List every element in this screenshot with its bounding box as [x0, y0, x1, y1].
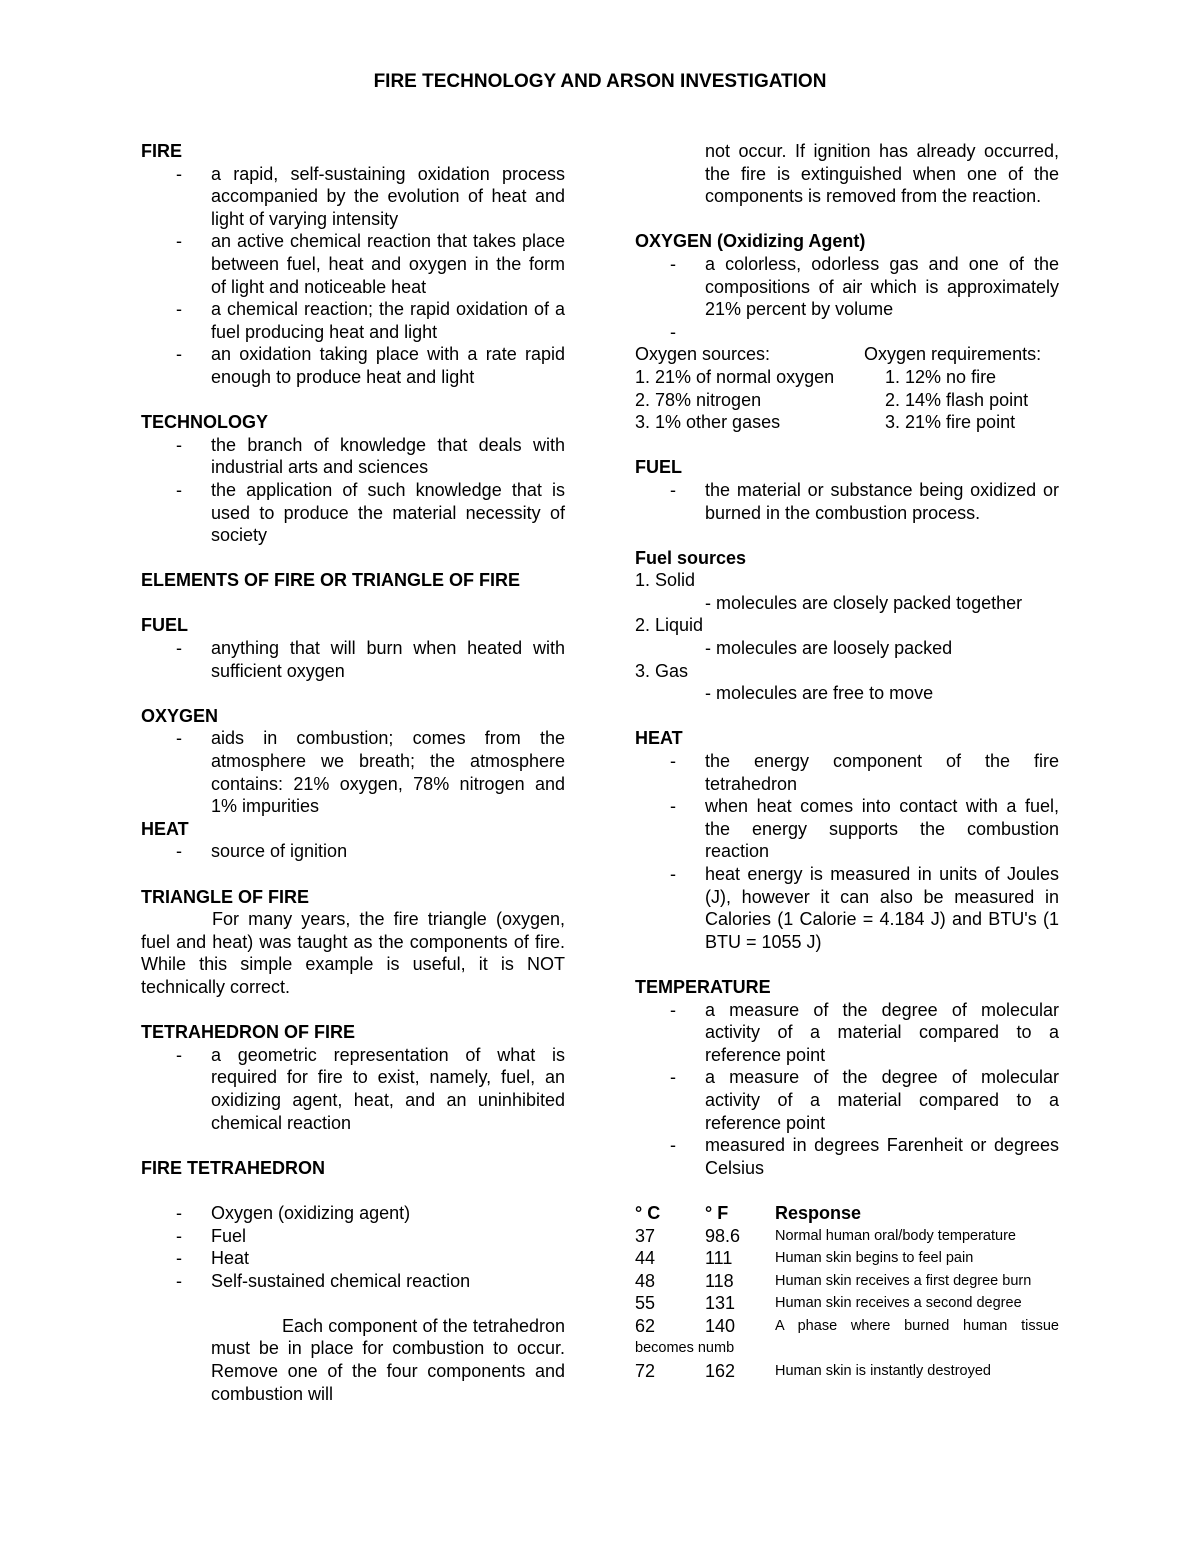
tetrahedron-definitions	[141, 1044, 565, 1134]
left-column	[141, 140, 565, 1405]
cell-celsius: 62	[635, 1315, 656, 1336]
section-heading-fire-tetrahedron: FIRE TETRAHEDRON	[141, 1157, 325, 1178]
list-item: - an active chemical reaction that takes place between fuel, heat and oxygen in the form of light and noticeable heat	[141, 230, 565, 298]
fuel-source-item	[635, 614, 1059, 659]
section-heading-elements: ELEMENTS OF FIRE OR TRIANGLE OF FIRE	[141, 570, 521, 591]
cell-celsius: 44	[635, 1248, 656, 1269]
section-heading-oxygen: OXYGEN	[141, 705, 219, 726]
fuel-source-item	[635, 569, 1059, 614]
section-heading-triangle: TRIANGLE OF FIRE	[141, 886, 309, 907]
fuel-source-name: 2. Liquid	[635, 615, 704, 636]
cell-response: Normal human oral/body temperature	[775, 1227, 1016, 1244]
cell-response: Human skin receives a first degree burn	[775, 1272, 1032, 1289]
continuation-paragraph: not occur. If ignition has already occurred, the fire is extinguished when one of the components is removed from the reaction.	[705, 141, 1059, 207]
triangle-paragraph: For many years, the fire triangle (oxygen, fuel and heat) was taught as the components of fire. While this simple example is useful, it is NOT technically correct.	[141, 909, 565, 997]
section-heading-fuel-sources: Fuel sources	[635, 547, 747, 568]
cell-response: Human skin is instantly destroyed	[775, 1363, 991, 1380]
table-row	[635, 1247, 1059, 1270]
list-item: - source of ignition	[141, 840, 565, 863]
list-item: - a geometric representation of what is required for fire to exist, namely, fuel, an oxidizing agent, heat, and an uninhibited chemical reaction	[141, 1044, 565, 1134]
list-item: - the application of such knowledge that is used to produce the material necessity of society	[141, 479, 565, 547]
section-heading-oxygen-agent: OXYGEN (Oxidizing Agent)	[635, 231, 866, 252]
heat-right-definitions	[635, 750, 1059, 953]
list-item: - measured in degrees Farenheit or degrees Celsius	[635, 1134, 1059, 1179]
list-item: 3. 21% fire point	[885, 412, 1016, 433]
cell-fahrenheit: 98.6	[705, 1225, 741, 1246]
cell-response-wrap: becomes numb	[635, 1340, 735, 1357]
table-row	[635, 1225, 1059, 1248]
list-item: - heat energy is measured in units of Joules (J), however it can also be measured in Calories (1 Calorie = 4.184 J) and BTU's (1 BTU = 1055 J)	[635, 863, 1059, 953]
tetrahedron-components	[141, 1202, 565, 1292]
cell-response: A phase where burned human tissue	[775, 1317, 1059, 1334]
cell-celsius: 48	[635, 1270, 656, 1291]
column-header-response: Response	[775, 1202, 862, 1223]
section-heading-tetrahedron: TETRAHEDRON OF FIRE	[141, 1022, 355, 1043]
list-item	[635, 321, 1059, 344]
list-item: 3. 1% other gases	[635, 412, 781, 433]
section-heading-fuel-right: FUEL	[635, 457, 682, 478]
section-heading-heat: HEAT	[141, 818, 189, 839]
list-item: - an oxidation taking place with a rate rapid enough to produce heat and light	[141, 343, 565, 388]
fuel-source-desc: - molecules are free to move	[705, 683, 934, 704]
fuel-source-name: 1. Solid	[635, 570, 696, 591]
list-item: - aids in combustion; comes from the atmosphere we breath; the atmosphere contains: 21% oxygen, 78% nitrogen and 1% impurities	[141, 727, 565, 817]
section-heading-fire: FIRE	[141, 141, 183, 161]
list-item: - a rapid, self-sustaining oxidation process accompanied by the evolution of heat and light of varying intensity	[141, 163, 565, 231]
section-heading-fuel: FUEL	[141, 615, 188, 636]
table-row	[635, 1292, 1059, 1315]
list-item: - Fuel	[141, 1225, 565, 1248]
fuel-source-desc: - molecules are closely packed together	[705, 592, 1023, 613]
fuel-definitions	[141, 637, 565, 682]
list-item: - a colorless, odorless gas and one of the compositions of air which is approximately 21% percent by volume	[635, 253, 1059, 321]
list-item: - a chemical reaction; the rapid oxidation of a fuel producing heat and light	[141, 298, 565, 343]
temperature-definitions	[635, 999, 1059, 1180]
cell-fahrenheit: 131	[705, 1293, 736, 1314]
oxygen-requirements-label: Oxygen requirements:	[864, 344, 1042, 365]
cell-fahrenheit: 140	[705, 1315, 736, 1336]
list-item: - Self-sustained chemical reaction	[141, 1270, 565, 1293]
oxygen-sources	[635, 343, 864, 433]
oxygen-sources-label: Oxygen sources:	[635, 344, 771, 365]
list-item: - a measure of the degree of molecular activity of a material compared to a reference point	[635, 999, 1059, 1067]
list-item: - the energy component of the fire tetrahedron	[635, 750, 1059, 795]
section-heading-temperature: TEMPERATURE	[635, 976, 771, 997]
table-header-row	[635, 1202, 1059, 1225]
fuel-source-desc: - molecules are loosely packed	[705, 638, 953, 659]
oxygen-definitions	[141, 727, 565, 817]
table-row	[635, 1315, 1059, 1338]
list-item: - Oxygen (oxidizing agent)	[141, 1202, 565, 1225]
tetrahedron-paragraph: Each component of the tetrahedron must be in place for combustion to occur. Remove one of the four components and combustion will	[211, 1315, 565, 1404]
cell-fahrenheit: 118	[705, 1270, 734, 1291]
cell-celsius: 55	[635, 1293, 656, 1314]
section-heading-technology: TECHNOLOGY	[141, 412, 269, 433]
table-row	[635, 1360, 1059, 1383]
cell-celsius: 72	[635, 1361, 656, 1382]
fuel-source-item	[635, 660, 1059, 705]
list-item: 2. 78% nitrogen	[635, 389, 762, 410]
list-item: - Heat	[141, 1247, 565, 1270]
list-item: 1. 21% of normal oxygen	[635, 366, 835, 387]
list-item: 2. 14% flash point	[885, 389, 1029, 410]
document-title: FIRE TECHNOLOGY AND ARSON INVESTIGATION	[373, 71, 827, 92]
oxygen-agent-definitions	[635, 253, 1059, 343]
cell-celsius: 37	[635, 1225, 656, 1246]
list-item: - anything that will burn when heated with sufficient oxygen	[141, 637, 565, 682]
table-wrap-row	[635, 1337, 1059, 1360]
list-item: 1. 12% no fire	[885, 366, 997, 387]
list-item: - the material or substance being oxidized or burned in the combustion process.	[635, 479, 1059, 524]
list-item: - when heat comes into contact with a fuel, the energy supports the combustion reaction	[635, 795, 1059, 863]
oxygen-requirements	[864, 343, 1041, 433]
fuel-source-name: 3. Gas	[635, 660, 689, 681]
cell-fahrenheit: 111	[705, 1248, 733, 1269]
oxygen-lists	[635, 343, 1059, 433]
column-header-celsius: ° C	[635, 1202, 661, 1223]
technology-definitions	[141, 434, 565, 547]
fuel-right-definitions	[635, 479, 1059, 524]
fire-definitions	[141, 163, 565, 389]
list-item: - the branch of knowledge that deals with industrial arts and sciences	[141, 434, 565, 479]
section-heading-heat-right: HEAT	[635, 728, 683, 749]
list-item: - a measure of the degree of molecular activity of a material compared to a reference point	[635, 1066, 1059, 1134]
right-column	[635, 140, 1059, 1383]
cell-response: Human skin begins to feel pain	[775, 1250, 974, 1267]
cell-response: Human skin receives a second degree	[775, 1295, 1022, 1312]
table-row	[635, 1270, 1059, 1293]
temperature-table	[635, 1202, 1059, 1383]
cell-fahrenheit: 162	[705, 1361, 736, 1382]
heat-definitions	[141, 840, 565, 863]
column-header-fahrenheit: ° F	[705, 1202, 729, 1223]
